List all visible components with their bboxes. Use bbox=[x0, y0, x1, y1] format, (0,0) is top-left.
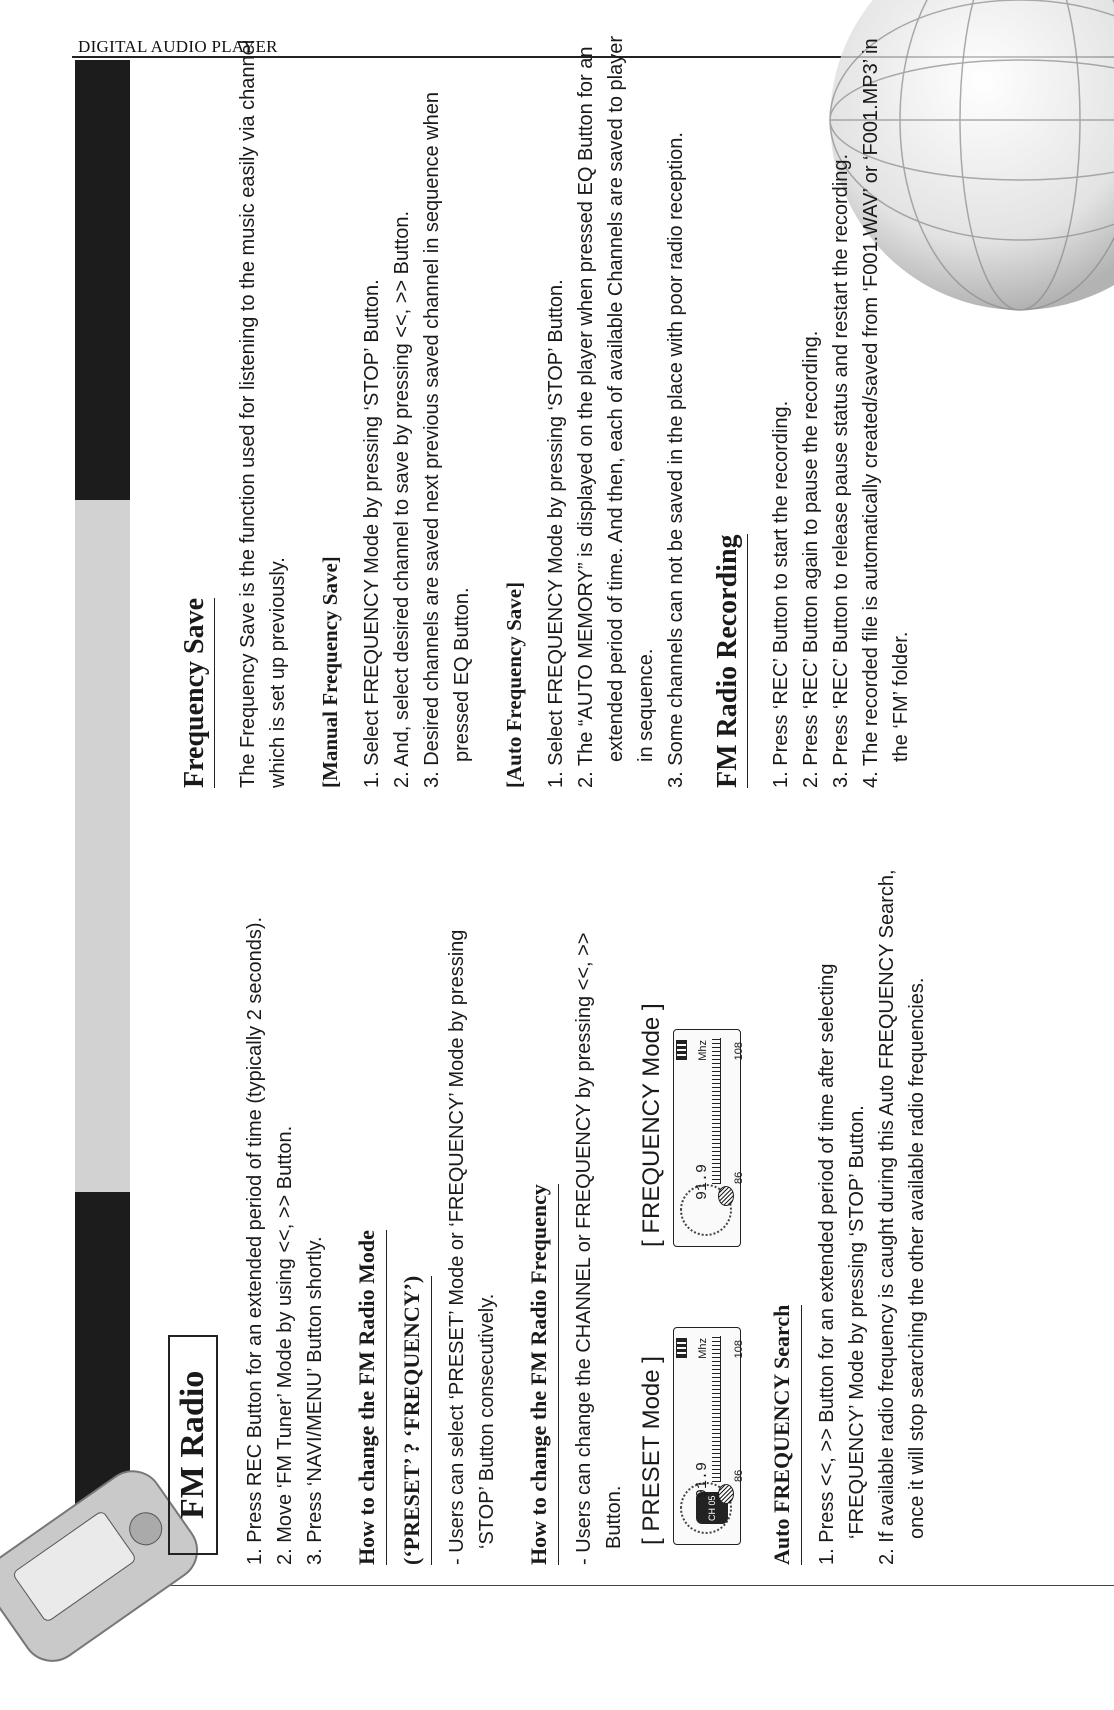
scale-low-label: 86 bbox=[733, 1469, 745, 1482]
unit-label: Mhz bbox=[697, 1040, 709, 1061]
heading-change-mode-sub: (‘PRESET’ ? ‘FREQUENCY’) bbox=[397, 1276, 432, 1565]
heading-change-mode: How to change the FM Radio Mode bbox=[352, 1230, 387, 1565]
list-item: 3. Some channels can not be saved in the place with poor radio reception. bbox=[665, 132, 687, 788]
list-item: 3. Desired channels are saved next previous saved channel in sequence when pressed EQ Button. bbox=[421, 92, 473, 788]
frequency-readout: 91.9 bbox=[694, 1461, 711, 1498]
auto-search-steps bbox=[812, 865, 932, 1565]
mode-description: - Users can select ‘PRESET’ Mode or ‘FREQUENCY’ Mode by pressing ‘STOP’ Button consecutively. bbox=[446, 929, 498, 1565]
manual-save-steps bbox=[357, 28, 477, 788]
section-title-fm-radio: FM Radio bbox=[168, 1335, 218, 1555]
preset-mode-figure bbox=[637, 1327, 745, 1545]
list-item: 2. And, select desired channel to save by pressing <<, >> Button. bbox=[391, 210, 413, 788]
battery-icon bbox=[676, 1338, 687, 1358]
lcd-display-preset bbox=[673, 1327, 745, 1545]
channel-badge: CH 05 bbox=[696, 1492, 728, 1524]
left-column bbox=[168, 865, 954, 1565]
frequency-mode-label: [ FREQUENCY Mode ] bbox=[638, 1003, 665, 1247]
list-item: 1. Press <<, >> Button for an extended period of time after selecting ‘FREQUENCY’ Mode by pressing ‘STOP’ Button. bbox=[816, 963, 868, 1565]
list-item: 1. Press REC Button for an extended period of time (typically 2 seconds). bbox=[244, 916, 266, 1565]
battery-icon bbox=[676, 1040, 687, 1060]
mode-illustrations bbox=[637, 865, 745, 1545]
heading-change-frequency: How to change the FM Radio Frequency bbox=[524, 1184, 559, 1565]
frequency-scale bbox=[712, 1038, 721, 1184]
frequency-scale bbox=[712, 1336, 721, 1482]
speaker-icon bbox=[718, 1484, 734, 1504]
heading-auto-search: Auto FREQUENCY Search bbox=[767, 1305, 802, 1565]
list-item: 1. Select FREQUENCY Mode by pressing ‘STOP’ Button. bbox=[545, 279, 567, 788]
list-item: 2. Press ‘REC’ Button again to pause the recording. bbox=[800, 330, 822, 788]
list-item: 2. If available radio frequency is caught during this Auto FREQUENCY Search, once it will stop searching the other available radio frequencies. bbox=[876, 869, 928, 1565]
list-item: 2. Move ‘FM Tuner’ Mode by using <<, >> Button. bbox=[274, 1125, 296, 1565]
intro-steps bbox=[240, 865, 330, 1565]
auto-save-steps bbox=[541, 28, 691, 788]
speaker-icon bbox=[718, 1186, 734, 1206]
scale-high-label: 108 bbox=[733, 1042, 745, 1061]
frequency-mode-figure bbox=[637, 1003, 745, 1247]
heading-manual-save: [Manual Frequency Save] bbox=[318, 556, 342, 788]
list-item: 3. Press ‘NAVI/MENU’ Button shortly. bbox=[304, 1236, 326, 1565]
scale-high-label: 108 bbox=[733, 1340, 745, 1359]
list-item: 1. Select FREQUENCY Mode by pressing ‘STOP’ Button. bbox=[361, 279, 383, 788]
frequency-save-intro: The Frequency Save is the function used for listening to the music easily via channel which is set up previously. bbox=[237, 39, 289, 788]
lcd-display-frequency bbox=[673, 1029, 745, 1247]
list-item: 4. The recorded file is automatically created/saved from ‘F001.WAV’ or ‘F001.MP3’ in the ‘FM’ folder. bbox=[860, 38, 912, 788]
frequency-readout: 91.9 bbox=[694, 1163, 711, 1200]
list-item: 2. The “AUTO MEMORY” is displayed on the player when pressed EQ Button for an extended period of time. And then, each of available Channels are saved to player in sequence. bbox=[575, 35, 657, 788]
scale-low-label: 86 bbox=[733, 1171, 745, 1184]
right-column bbox=[180, 28, 938, 788]
heading-frequency-save: Frequency Save bbox=[180, 598, 215, 788]
frequency-description: - Users can change the CHANNEL or FREQUENCY by pressing <<, >> Button. bbox=[573, 932, 625, 1565]
preset-mode-label: [ PRESET Mode ] bbox=[638, 1356, 665, 1545]
recording-steps bbox=[766, 28, 916, 788]
heading-fm-recording: FM Radio Recording bbox=[713, 534, 748, 788]
unit-label: Mhz bbox=[697, 1338, 709, 1359]
heading-auto-save: [Auto Frequency Save] bbox=[502, 581, 526, 788]
list-item: 3. Press ‘REC’ Button to release pause status and restart the recording. bbox=[830, 153, 852, 788]
page-header: DIGITAL AUDIO PLAYER bbox=[78, 37, 278, 56]
list-item: 1. Press ‘REC’ Button to start the recording. bbox=[770, 400, 792, 788]
